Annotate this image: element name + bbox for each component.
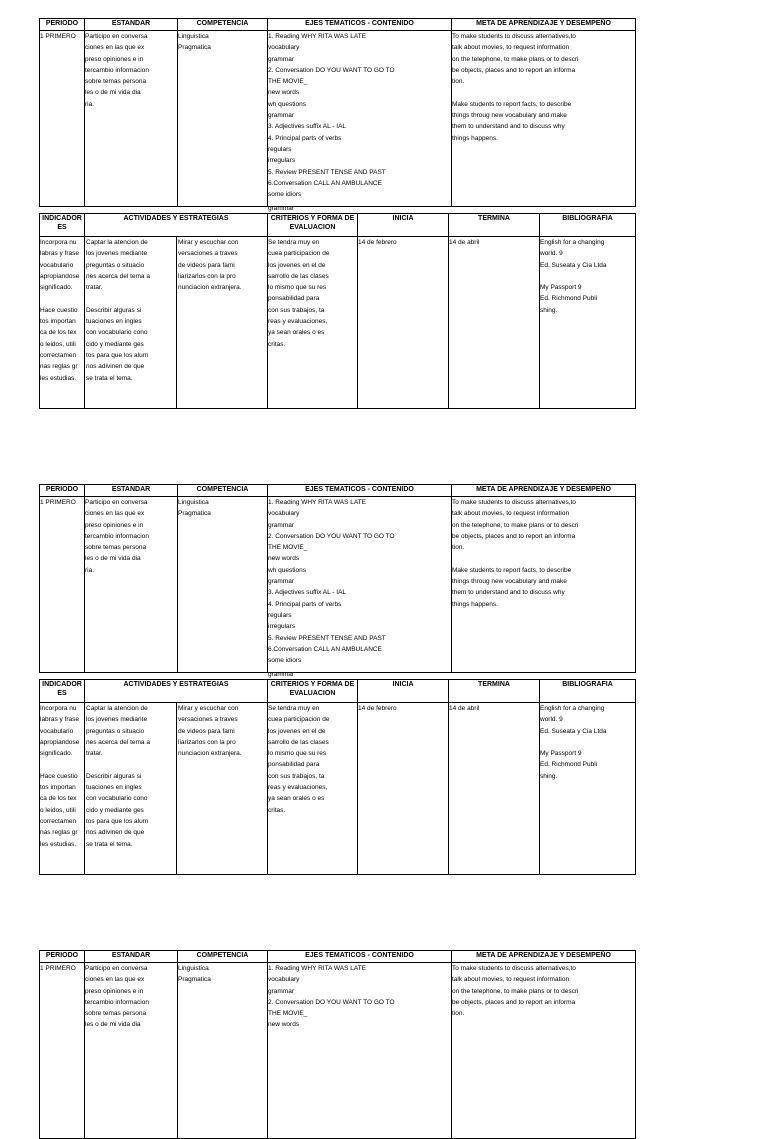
plan-table-bottom (39, 679, 636, 875)
text-line: Se tendra muy en (268, 239, 320, 246)
text-line: nos adivinen de que (86, 829, 145, 837)
text-line: tratar. (86, 284, 103, 292)
text-line: con sus trabajos, ta (268, 772, 325, 780)
text-line: grammar (268, 112, 295, 120)
text-line: tion. (452, 544, 465, 552)
text-line: be objects, places and to report an informa (452, 66, 576, 74)
cell-termina (449, 237, 540, 409)
text-line: tercambio informacion (85, 532, 149, 540)
text-line: Ed. Richmond Publi (540, 761, 598, 769)
text-line: les estudias. (40, 374, 77, 382)
text-line: new words (268, 1021, 300, 1029)
text-line: con vocabulario cono (86, 795, 148, 803)
text-line: reas y evaluaciones, (268, 318, 328, 326)
text-line: To make students to discuss alternatives,to (452, 965, 576, 972)
text-line: be objects, places and to report an informa (452, 998, 576, 1006)
text-line: tos para que los alum (86, 351, 149, 359)
text-line: Se tendra muy en (268, 705, 320, 712)
content-row (40, 963, 636, 1139)
cell-criterios (268, 237, 358, 409)
col-header-indicadores: INDICADOR ES (40, 214, 85, 237)
start-date: 14 de febrero (358, 239, 397, 246)
text-line: Make students to report facts, to describe (452, 100, 572, 108)
text-line: Linguistica (178, 499, 209, 506)
text-line: ponsabilidad para (268, 295, 320, 303)
col-header-estandar: ESTANDAR (85, 951, 178, 963)
text-line: them to understand and to discuss why (452, 589, 565, 597)
actividades-sub-2 (177, 237, 267, 408)
text-line: labras y frase (40, 250, 80, 258)
text-line: sobre temas persona (85, 544, 147, 552)
col-header-actividades: ACTIVIDADES Y ESTRATEGIAS (85, 680, 268, 703)
col-header-indicadores: INDICADOR ES (40, 680, 85, 703)
text-line: Participo en conversa (85, 33, 148, 40)
text-line: se trata el tema. (86, 840, 133, 848)
cell-bibliografia (540, 703, 636, 875)
text-line: apropiandose (40, 738, 80, 746)
cell-indicadores (40, 237, 85, 409)
text-line: vocabulary (268, 44, 300, 52)
text-line: regulars (268, 611, 292, 619)
text-line: 2. Conversation DO YOU WANT TO GO TO (268, 532, 395, 540)
text-line: lo mismo que su res (268, 750, 327, 758)
text-line: nes acerca del tema a (86, 272, 150, 280)
cell-meta (452, 963, 636, 1139)
text-line: Make students to report facts, to describe (452, 566, 572, 574)
cell-estandar (85, 963, 178, 1139)
plan-block-1 (39, 18, 635, 409)
col-header-ejes: EJES TEMATICOS - CONTENIDO (268, 19, 452, 31)
text-line: Mirar y escuchar con (178, 705, 239, 712)
text-line: Captar la atencion de (86, 239, 148, 246)
text-line: versaciones a traves (178, 716, 238, 724)
text-line: grammar (268, 55, 295, 63)
text-line: sarrollo de las clases (268, 272, 329, 280)
text-line: Hace cuestio (40, 772, 78, 780)
text-line: nos adivinen de que (86, 363, 145, 371)
text-line: de videos para fami (178, 261, 235, 269)
col-header-actividades: ACTIVIDADES Y ESTRATEGIAS (85, 214, 268, 237)
text-line: To make students to discuss alternatives,to (452, 33, 576, 40)
text-line: some idiors (268, 657, 302, 665)
cell-actividades (85, 237, 268, 409)
text-line: o leidos, utili (40, 806, 76, 814)
text-line: nes acerca del tema a (86, 738, 150, 746)
text-line: irregulars (268, 157, 296, 165)
text-line: THE MOVIE_ (268, 544, 308, 552)
text-line: wh questions (268, 100, 306, 108)
text-line: Describir alguras si (86, 772, 142, 780)
text-line: de videos para fami (178, 727, 235, 735)
text-line: Pragmatica (178, 510, 211, 518)
text-line: talk about movies, to request information (452, 976, 570, 984)
text-line: preguntas o situacio (86, 261, 145, 269)
text-line: grammar (268, 521, 295, 529)
text-line: grammar (268, 987, 295, 995)
text-line: apropiandose (40, 272, 80, 280)
text-line: preso opiniones e in (85, 987, 144, 995)
text-line: critas. (268, 340, 286, 348)
content-row (40, 237, 636, 409)
text-line: vocabulary (268, 510, 300, 518)
header-row (40, 214, 636, 237)
text-line: wh questions (268, 566, 306, 574)
col-header-competencia: COMPETENCIA (178, 485, 268, 497)
col-header-inicia: INICIA (358, 680, 449, 703)
cell-estandar (85, 31, 178, 207)
col-header-meta: META DE APRENDIZAJE Y DESEMPEÑO (452, 485, 636, 497)
text-line: new words (268, 555, 300, 563)
text-line: THE MOVIE_ (268, 78, 308, 86)
header-row (40, 19, 636, 31)
text-line: significado. (40, 750, 73, 758)
text-line: con vocabulario cono (86, 329, 148, 337)
periodo-value: 1 PRIMERO (40, 33, 76, 40)
text-line: correctamen (40, 351, 77, 359)
text-line: regulars (268, 145, 292, 153)
header-row (40, 680, 636, 703)
text-line: Pragmatica (178, 976, 211, 984)
text-line: vocabulario (40, 261, 74, 269)
text-line: tuaciones en ingles (86, 784, 142, 792)
cell-ejes (268, 31, 452, 207)
text-line: les o de mi vida dia (85, 555, 141, 563)
text-line: Linguistica (178, 965, 209, 972)
text-line: them to understand and to discuss why (452, 123, 565, 131)
text-line: les estudias. (40, 840, 77, 848)
text-line: ciones en las que ex (85, 510, 145, 518)
plan-block-3 (39, 950, 635, 1029)
cell-competencia (178, 963, 268, 1139)
actividades-sub-1 (85, 237, 177, 408)
text-line: liarizarlos con la pro (178, 738, 236, 746)
text-line: 1. Reading WHY RITA WAS LATE (268, 499, 367, 506)
text-line: vocabulary (268, 976, 300, 984)
text-line: ciones en las que ex (85, 44, 145, 52)
text-line: ya sean orales o es (268, 795, 325, 803)
text-line: Participo en conversa (85, 499, 148, 506)
text-line: tion. (452, 1010, 465, 1018)
text-line: ciones en las que ex (85, 976, 145, 984)
text-line: los jovenes mediante (86, 250, 148, 258)
text-line: My Passport 9 (540, 284, 582, 292)
col-header-criterios: CRITERIOS Y FORMA DE EVALUACION (268, 214, 358, 237)
text-line: cuea participacion de (268, 250, 330, 258)
text-line: 2. Conversation DO YOU WANT TO GO TO (268, 66, 395, 74)
plan-table-top (39, 18, 636, 207)
overflow-text: grammar (268, 671, 295, 678)
text-line: critas. (268, 806, 286, 814)
text-line: talk about movies, to request information (452, 44, 570, 52)
col-header-bibliografia: BIBLIOGRAFIA (540, 214, 636, 237)
text-line: tuaciones en ingles (86, 318, 142, 326)
text-line: To make students to discuss alternatives,to (452, 499, 576, 506)
overflow-text: grammar (268, 205, 295, 212)
text-line: 1. Reading WHY RITA WAS LATE (268, 965, 367, 972)
text-line: preso opiniones e in (85, 55, 144, 63)
text-line: shing. (540, 306, 558, 314)
col-header-meta: META DE APRENDIZAJE Y DESEMPEÑO (452, 19, 636, 31)
end-date: 14 de abril (449, 705, 480, 712)
col-header-estandar: ESTANDAR (85, 19, 178, 31)
text-line: Ed. Richmond Publi (540, 295, 598, 303)
text-line: Ed. Suseata y Cia Ltda (540, 261, 607, 269)
cell-estandar (85, 497, 178, 673)
actividades-sub-1 (85, 703, 177, 874)
col-header-termina: TERMINA (449, 214, 540, 237)
text-line: ponsabilidad para (268, 761, 320, 769)
col-header-periodo: PERIODO (40, 485, 85, 497)
text-line: things throug new vocabulary and make (452, 578, 567, 586)
text-line: correctamen (40, 817, 77, 825)
col-header-competencia: COMPETENCIA (178, 951, 268, 963)
text-line: on the telephone, to make plans or to descri (452, 55, 579, 63)
text-line: 3. Adjectives suffix AL - IAL (268, 123, 347, 131)
text-line: Incorpora nu (40, 239, 77, 246)
text-line: 5. Review PRESENT TENSE AND PAST (268, 634, 386, 642)
text-line: 5. Review PRESENT TENSE AND PAST (268, 168, 386, 176)
text-line: o leidos, utili (40, 340, 76, 348)
start-date: 14 de febrero (358, 705, 397, 712)
text-line: nunciacion extranjera. (178, 750, 242, 758)
cell-competencia (178, 497, 268, 673)
col-header-inicia: INICIA (358, 214, 449, 237)
text-line: ca de los tex (40, 329, 77, 337)
text-line: 1. Reading WHY RITA WAS LATE (268, 33, 367, 40)
content-row (40, 31, 636, 207)
text-line: se trata el tema. (86, 374, 133, 382)
text-line: tercambio informacion (85, 66, 149, 74)
text-line: ria. (85, 566, 95, 574)
text-line: ca de los tex (40, 795, 77, 803)
col-header-criterios: CRITERIOS Y FORMA DE EVALUACION (268, 680, 358, 703)
cell-indicadores (40, 703, 85, 875)
plan-table-bottom (39, 213, 636, 409)
cell-bibliografia (540, 237, 636, 409)
cell-criterios (268, 703, 358, 875)
header-row (40, 951, 636, 963)
col-header-ejes: EJES TEMATICOS - CONTENIDO (268, 485, 452, 497)
plan-table-top (39, 484, 636, 673)
col-header-termina: TERMINA (449, 680, 540, 703)
text-line: shing. (540, 772, 558, 780)
cell-meta (452, 497, 636, 673)
text-line: be objects, places and to report an informa (452, 532, 576, 540)
text-line: sobre temas persona (85, 78, 147, 86)
text-line: things throug new vocabulary and make (452, 112, 567, 120)
text-line: ya sean orales o es (268, 329, 325, 337)
cell-periodo (40, 497, 85, 673)
text-line: sobre temas persona (85, 1010, 147, 1018)
text-line: on the telephone, to make plans or to descri (452, 987, 579, 995)
text-line: tos para que los alum (86, 817, 149, 825)
text-line: talk about movies, to request information (452, 510, 570, 518)
text-line: 4. Principal parts of verbs (268, 134, 342, 142)
cell-periodo (40, 31, 85, 207)
text-line: 4. Principal parts of verbs (268, 600, 342, 608)
col-header-bibliografia: BIBLIOGRAFIA (540, 680, 636, 703)
content-row (40, 497, 636, 673)
text-line: les o de mi vida dia (85, 1021, 141, 1029)
text-line: versaciones a traves (178, 250, 238, 258)
text-line: nas reglas gr (40, 363, 78, 371)
cell-ejes (268, 963, 452, 1139)
text-line: on the telephone, to make plans or to descri (452, 521, 579, 529)
text-line: tion. (452, 78, 465, 86)
content-row (40, 703, 636, 875)
col-header-ejes: EJES TEMATICOS - CONTENIDO (268, 951, 452, 963)
text-line: significado. (40, 284, 73, 292)
text-line: My Passport 9 (540, 750, 582, 758)
text-line: cuea participacion de (268, 716, 330, 724)
text-line: lo mismo que su res (268, 284, 327, 292)
periodo-value: 1 PRIMERO (40, 965, 76, 972)
text-line: things happens. (452, 600, 498, 608)
text-line: labras y frase (40, 716, 80, 724)
text-line: Ed. Suseata y Cia Ltda (540, 727, 607, 735)
col-header-meta: META DE APRENDIZAJE Y DESEMPEÑO (452, 951, 636, 963)
text-line: tercambio informacion (85, 998, 149, 1006)
text-line: things happens. (452, 134, 498, 142)
cell-periodo (40, 963, 85, 1139)
text-line: nunciacion extranjera. (178, 284, 242, 292)
text-line: tos importan (40, 784, 76, 792)
text-line: Mirar y escuchar con (178, 239, 239, 246)
text-line: vocabulario (40, 727, 74, 735)
cell-ejes (268, 497, 452, 673)
plan-block-2 (39, 484, 635, 875)
text-line: tos importan (40, 318, 76, 326)
text-line: preguntas o situacio (86, 727, 145, 735)
text-line: ria. (85, 100, 95, 108)
text-line: los jovenes mediante (86, 716, 148, 724)
text-line: 6.Conversation CALL AN AMBULANCE (268, 645, 382, 653)
text-line: cido y mediante ges (86, 340, 144, 348)
text-line: grammar (268, 578, 295, 586)
header-row (40, 485, 636, 497)
text-line: some idiors (268, 191, 302, 199)
col-header-periodo: PERIODO (40, 951, 85, 963)
end-date: 14 de abril (449, 239, 480, 246)
text-line: Pragmatica (178, 44, 211, 52)
col-header-estandar: ESTANDAR (85, 485, 178, 497)
text-line: new words (268, 89, 300, 97)
periodo-value: 1 PRIMERO (40, 499, 76, 506)
text-line: irregulars (268, 623, 296, 631)
text-line: 2. Conversation DO YOU WANT TO GO TO (268, 998, 395, 1006)
cell-inicia (358, 703, 449, 875)
text-line: Linguistica (178, 33, 209, 40)
text-line: les o de mi vida dia (85, 89, 141, 97)
text-line: world. 9 (540, 250, 563, 258)
actividades-sub-2 (177, 703, 267, 874)
text-line: preso opiniones e in (85, 521, 144, 529)
plan-table-top (39, 950, 636, 1139)
cell-meta (452, 31, 636, 207)
text-line: world. 9 (540, 716, 563, 724)
text-line: Hace cuestio (40, 306, 78, 314)
text-line: Incorpora nu (40, 705, 77, 712)
text-line: THE MOVIE_ (268, 1010, 308, 1018)
text-line: 3. Adjectives suffix AL - IAL (268, 589, 347, 597)
cell-competencia (178, 31, 268, 207)
text-line: los jovenes en el de (268, 727, 326, 735)
cell-actividades (85, 703, 268, 875)
text-line: Captar la atencion de (86, 705, 148, 712)
col-header-competencia: COMPETENCIA (178, 19, 268, 31)
text-line: cido y mediante ges (86, 806, 144, 814)
text-line: Describir alguras si (86, 306, 142, 314)
cell-inicia (358, 237, 449, 409)
text-line: reas y evaluaciones, (268, 784, 328, 792)
text-line: Participo en conversa (85, 965, 148, 972)
cell-termina (449, 703, 540, 875)
text-line: sarrollo de las clases (268, 738, 329, 746)
text-line: 6.Conversation CALL AN AMBULANCE (268, 179, 382, 187)
text-line: English for a changing (540, 239, 605, 246)
text-line: nas reglas gr (40, 829, 78, 837)
text-line: liarizarlos con la pro (178, 272, 236, 280)
text-line: tratar. (86, 750, 103, 758)
text-line: English for a changing (540, 705, 605, 712)
text-line: con sus trabajos, ta (268, 306, 325, 314)
col-header-periodo: PERIODO (40, 19, 85, 31)
text-line: los jovenes en el de (268, 261, 326, 269)
